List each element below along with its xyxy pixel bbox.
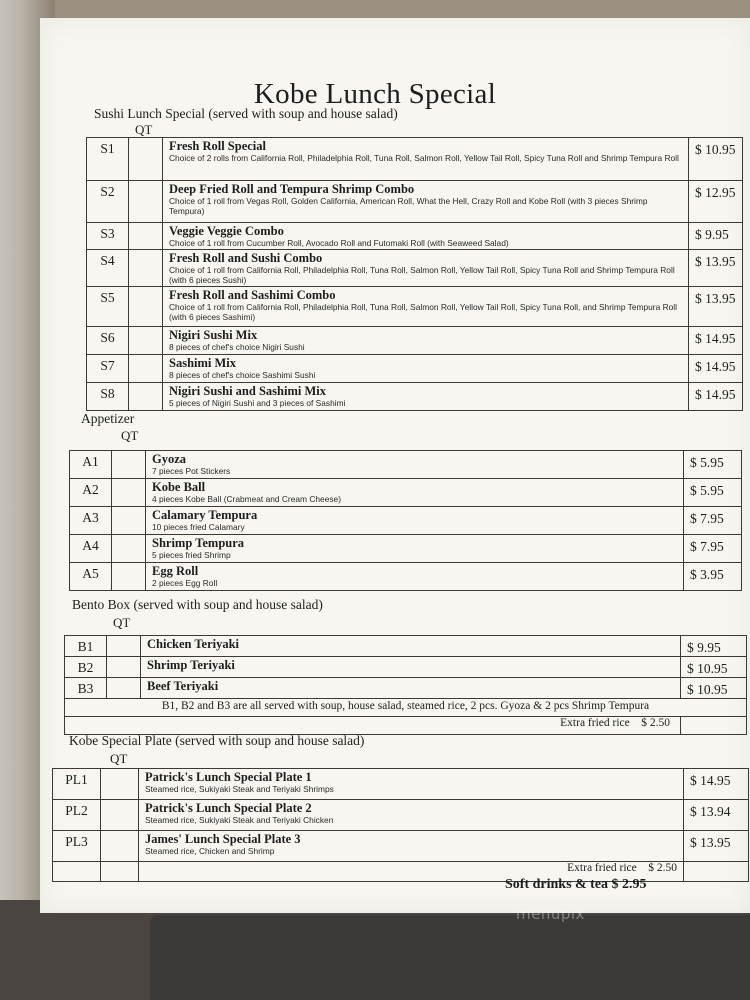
quantity-cell[interactable]: [129, 355, 163, 383]
item-price: $ 14.95: [684, 769, 749, 800]
item-price: $ 14.95: [689, 327, 743, 355]
dark-object: [150, 915, 750, 1000]
quantity-cell[interactable]: [129, 327, 163, 355]
item-name: Nigiri Sushi and Sashimi Mix: [169, 384, 326, 398]
item-description-cell: [141, 678, 681, 699]
item-price: $ 14.95: [689, 355, 743, 383]
item-detail: 10 pieces fried Calamary: [152, 522, 245, 532]
item-detail: Choice of 1 roll from California Roll, Philadelphia Roll, Tuna Roll, Salmon Roll, Yellow Tail Roll, Spicy Tuna Roll and Shrimp Tempura Roll (with 6 pieces Sushi): [169, 265, 675, 285]
plate-extra-price: [684, 862, 749, 882]
quantity-cell[interactable]: [107, 657, 141, 678]
item-name: Gyoza: [152, 452, 187, 466]
item-code: S7: [87, 355, 129, 383]
menu-row: [87, 138, 743, 181]
item-price: $ 7.95: [684, 507, 742, 535]
appetizer-qt-label: QT: [121, 428, 139, 443]
extra-rice-price: $ 2.50: [648, 862, 677, 874]
item-code: S1: [87, 138, 129, 181]
bento-table: [64, 635, 747, 735]
quantity-cell[interactable]: [112, 563, 146, 591]
item-name: Sashimi Mix: [169, 356, 237, 370]
item-detail: 5 pieces of Nigiri Sushi and 3 pieces of Sashimi: [169, 398, 346, 408]
menu-row: [70, 479, 742, 507]
page-title: Kobe Lunch Special: [253, 78, 497, 110]
item-detail: 2 pieces Egg Roll: [152, 578, 218, 588]
item-code: S3: [87, 223, 129, 250]
item-code: S6: [87, 327, 129, 355]
plate-extra-qty: [101, 862, 139, 882]
item-name: Veggie Veggie Combo: [169, 224, 284, 238]
soft-drinks-line: Soft drinks & tea $ 2.95: [505, 877, 647, 892]
item-detail: Steamed rice, Sukiyaki Steak and Teriyaki Shrimps: [145, 784, 334, 794]
bento-extra-qty: [681, 717, 747, 735]
item-price: $ 9.95: [689, 223, 743, 250]
item-description-cell: [146, 451, 684, 479]
item-description-cell: [163, 287, 689, 327]
watermark-logo: menupix: [516, 905, 585, 923]
extra-rice-label: Extra fried rice: [560, 717, 630, 729]
item-code: A5: [70, 563, 112, 591]
bento-qt-label: QT: [113, 615, 131, 630]
item-name: Nigiri Sushi Mix: [169, 328, 258, 342]
item-code: A3: [70, 507, 112, 535]
item-description-cell: [146, 535, 684, 563]
menu-row: [70, 535, 742, 563]
item-description-cell: [141, 636, 681, 657]
item-name: Chicken Teriyaki: [147, 637, 240, 651]
item-price: $ 12.95: [689, 181, 743, 223]
appetizer-table: [69, 450, 742, 591]
menu-row: [87, 355, 743, 383]
item-description-cell: [163, 327, 689, 355]
quantity-cell[interactable]: [101, 769, 139, 800]
bento-note: B1, B2 and B3 are all served with soup, house salad, steamed rice, 2 pcs. Gyoza & 2 pcs Shrimp Tempura: [65, 699, 747, 717]
item-code: S8: [87, 383, 129, 411]
item-description-cell: [146, 479, 684, 507]
item-code: S2: [87, 181, 129, 223]
item-description-cell: [163, 223, 689, 250]
item-price: $ 13.95: [684, 831, 749, 862]
item-detail: Choice of 2 rolls from California Roll, Philadelphia Roll, Tuna Roll, Salmon Roll, Yellow Tail Roll, Spicy Tuna Roll and Shrimp Tempura Roll: [169, 153, 679, 163]
item-description-cell: [163, 355, 689, 383]
sushi-heading: Sushi Lunch Special (served with soup and house salad): [94, 106, 398, 121]
item-code: S5: [87, 287, 129, 327]
item-detail: Choice of 1 roll from Cucumber Roll, Avocado Roll and Futomaki Roll (with Seaweed Salad): [169, 238, 509, 248]
quantity-cell[interactable]: [129, 287, 163, 327]
menu-row: [70, 451, 742, 479]
item-name: Shrimp Teriyaki: [147, 658, 235, 672]
item-description-cell: [139, 831, 684, 862]
quantity-cell[interactable]: [112, 535, 146, 563]
item-detail: 5 pieces fried Shrimp: [152, 550, 231, 560]
menu-row: [87, 327, 743, 355]
menu-row: [87, 181, 743, 223]
item-price: $ 10.95: [689, 138, 743, 181]
bento-extra-cell: [65, 717, 681, 735]
item-name: Patrick's Lunch Special Plate 1: [145, 770, 312, 784]
plate-table: [52, 768, 749, 882]
quantity-cell[interactable]: [107, 636, 141, 657]
item-code: B3: [65, 678, 107, 699]
plate-extra-code: [53, 862, 101, 882]
item-name: Kobe Ball: [152, 480, 206, 494]
menu-row: [87, 223, 743, 250]
item-code: A4: [70, 535, 112, 563]
item-code: PL1: [53, 769, 101, 800]
plate-qt-label: QT: [110, 751, 128, 766]
menu-row: [65, 657, 747, 678]
menu-row: [70, 507, 742, 535]
quantity-cell[interactable]: [129, 138, 163, 181]
extra-rice-price: $ 2.50: [641, 717, 670, 729]
item-price: $ 13.95: [689, 287, 743, 327]
quantity-cell[interactable]: [129, 250, 163, 287]
item-detail: Steamed rice, Chicken and Shrimp: [145, 846, 275, 856]
sushi-qt-label: QT: [135, 122, 153, 137]
menu-row: [70, 563, 742, 591]
item-price: $ 13.95: [689, 250, 743, 287]
item-code: A2: [70, 479, 112, 507]
item-description-cell: [139, 800, 684, 831]
item-description-cell: [163, 138, 689, 181]
item-detail: Steamed rice, Sukiyaki Steak and Teriyaki Chicken: [145, 815, 334, 825]
item-detail: Choice of 1 roll from Vegas Roll, Golden California, American Roll, What the Hell, Crazy Roll and Kobe Roll (with 3 pieces Shrimp Tempura): [169, 196, 648, 216]
bento-extra-row: [65, 717, 747, 735]
item-price: $ 3.95: [684, 563, 742, 591]
item-name: Beef Teriyaki: [147, 679, 219, 693]
menu-row: [53, 800, 749, 831]
item-description-cell: [163, 250, 689, 287]
menu-row: [65, 636, 747, 657]
quantity-cell[interactable]: [107, 678, 141, 699]
item-price: $ 9.95: [681, 636, 747, 657]
item-description-cell: [141, 657, 681, 678]
extra-rice-label: Extra fried rice: [567, 862, 637, 874]
item-name: Fresh Roll and Sashimi Combo: [169, 288, 336, 302]
bento-note-row: [65, 699, 747, 717]
item-price: $ 5.95: [684, 479, 742, 507]
item-code: B2: [65, 657, 107, 678]
sushi-table: [86, 137, 743, 411]
menu-row: [87, 383, 743, 411]
item-code: PL3: [53, 831, 101, 862]
quantity-cell[interactable]: [129, 181, 163, 223]
item-price: $ 10.95: [681, 657, 747, 678]
item-detail: 4 pieces Kobe Ball (Crabmeat and Cream Cheese): [152, 494, 341, 504]
item-name: Egg Roll: [152, 564, 199, 578]
item-detail: 7 pieces Pot Stickers: [152, 466, 231, 476]
quantity-cell[interactable]: [112, 451, 146, 479]
menu-row: [87, 250, 743, 287]
item-name: Shrimp Tempura: [152, 536, 245, 550]
item-description-cell: [139, 769, 684, 800]
item-description-cell: [163, 383, 689, 411]
item-code: S4: [87, 250, 129, 287]
quantity-cell[interactable]: [129, 383, 163, 411]
item-description-cell: [146, 507, 684, 535]
menu-row: [53, 769, 749, 800]
quantity-cell[interactable]: [112, 507, 146, 535]
item-code: B1: [65, 636, 107, 657]
item-description-cell: [163, 181, 689, 223]
bento-heading: Bento Box (served with soup and house salad): [72, 597, 323, 612]
item-name: Fresh Roll and Sushi Combo: [169, 251, 323, 265]
item-price: $ 10.95: [681, 678, 747, 699]
item-detail: 8 pieces of chef's choice Sashimi Sushi: [169, 370, 316, 380]
menu-row: [53, 831, 749, 862]
quantity-cell[interactable]: [112, 479, 146, 507]
item-price: $ 14.95: [689, 383, 743, 411]
menu-row: [65, 678, 747, 699]
item-detail: 8 pieces of chef's choice Nigiri Sushi: [169, 342, 305, 352]
item-name: Calamary Tempura: [152, 508, 258, 522]
appetizer-heading: Appetizer: [81, 411, 135, 426]
item-price: $ 13.94: [684, 800, 749, 831]
item-detail: Choice of 1 roll from California Roll, Philadelphia Roll, Tuna Roll, Salmon Roll, Yellow Tail Roll, Spicy Tuna Roll, and Shrimp Tempura Roll (with 6 pieces Sashimi): [169, 302, 678, 322]
item-code: PL2: [53, 800, 101, 831]
item-name: Fresh Roll Special: [169, 139, 266, 153]
item-name: James' Lunch Special Plate 3: [145, 832, 301, 846]
menu-row: [87, 287, 743, 327]
quantity-cell[interactable]: [101, 831, 139, 862]
quantity-cell[interactable]: [129, 223, 163, 250]
item-name: Patrick's Lunch Special Plate 2: [145, 801, 312, 815]
item-description-cell: [146, 563, 684, 591]
item-price: $ 7.95: [684, 535, 742, 563]
quantity-cell[interactable]: [101, 800, 139, 831]
item-code: A1: [70, 451, 112, 479]
item-name: Deep Fried Roll and Tempura Shrimp Combo: [169, 182, 415, 196]
item-price: $ 5.95: [684, 451, 742, 479]
plate-heading: Kobe Special Plate (served with soup and house salad): [69, 733, 365, 748]
